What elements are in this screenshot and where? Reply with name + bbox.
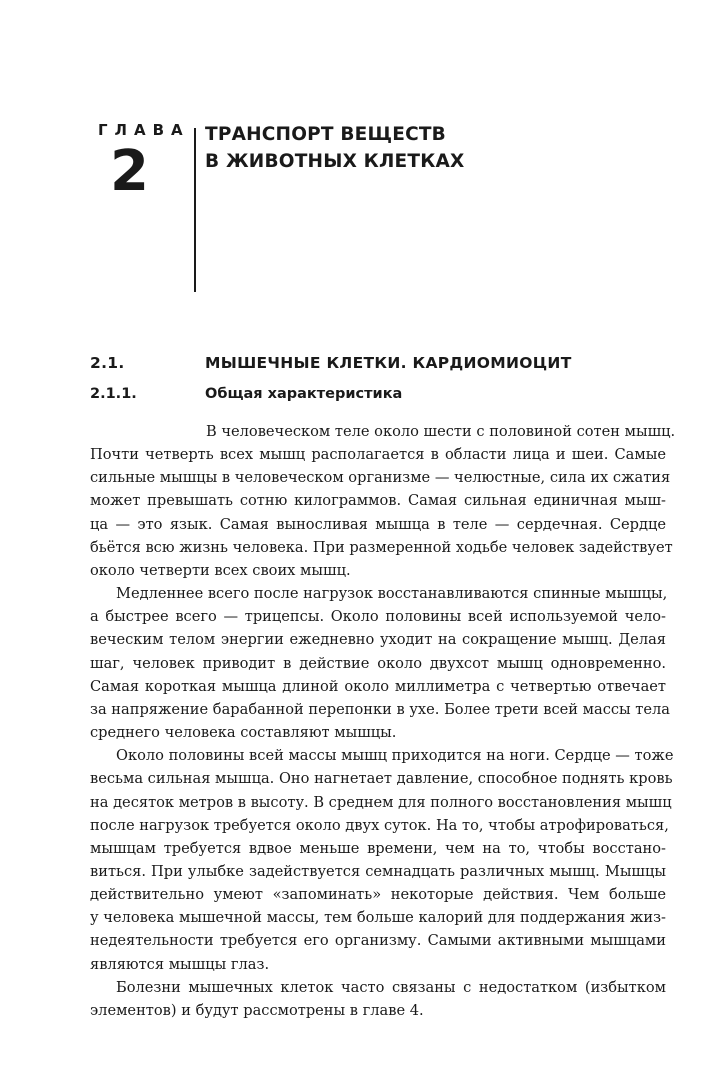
text-line: Медленнее всего после нагрузок восстанавливаются спинные мышцы,: [116, 585, 668, 603]
text-line: элементов) и будут рассмотрены в главе 4.: [90, 1001, 424, 1019]
text-line: у человека мышечной массы, тем больше калорий для поддержания жиз-: [90, 909, 666, 927]
text-line: веческим телом энергии ежедневно уходит на сокращение мышц. Делая: [90, 631, 666, 649]
chapter-number: 2: [110, 139, 149, 204]
text-line: мышцам требуется вдвое меньше времени, чем на то, чтобы восстано-: [90, 839, 666, 857]
chapter-label: ГЛАВА: [98, 121, 190, 139]
section-number: 2.1.: [90, 354, 125, 372]
subsection-number: 2.1.1.: [90, 386, 137, 402]
paragraph: [90, 420, 676, 582]
text-line: действительно умеют «запоминать» некоторые действия. Чем больше: [90, 886, 666, 904]
text-line: В человеческом теле около шести с половиной сотен мышц.: [206, 423, 676, 440]
text-line: около четверти всех своих мышц.: [90, 561, 351, 579]
paragraph: [90, 976, 666, 1022]
text-line: может превышать сотню килограммов. Самая сильная единичная мыш-: [90, 492, 666, 510]
text-line: недеятельности требуется его организму. Самыми активными мышцами: [90, 932, 666, 950]
paragraph: [90, 744, 674, 976]
text-line: после нагрузок требуется около двух суток. На то, чтобы атрофироваться,: [90, 816, 669, 834]
text-line: являются мышцы глаз.: [90, 955, 270, 973]
text-line: на десяток метров в высоту. В среднем для полного восстановления мышц: [90, 793, 672, 811]
subsection-title: Общая характеристика: [205, 386, 403, 402]
text-line: а быстрее всего — трицепсы. Около половины всей используемой чело-: [90, 608, 666, 626]
text-line: сильные мышцы в человеческом организме — челюстные, сила их сжатия: [90, 469, 671, 487]
text-line: Почти четверть всех мышц располагается в области лица и шеи. Самые: [90, 446, 666, 464]
text-line: весьма сильная мышца. Оно нагнетает давление, способное поднять кровь: [90, 770, 673, 788]
chapter-title: ТРАНСПОРТ ВЕЩЕСТВ В ЖИВОТНЫХ КЛЕТКАХ: [205, 124, 465, 172]
text-line: виться. При улыбке задействуется семнадцать различных мышц. Мышцы: [90, 862, 666, 880]
text-line: за напряжение барабанной перепонки в ухе. Более трети всей массы тела: [90, 700, 670, 718]
text-line: ца — это язык. Самая выносливая мышца в теле — сердечная. Сердце: [90, 515, 666, 533]
section-title: МЫШЕЧНЫЕ КЛЕТКИ. КАРДИОМИОЦИТ: [205, 354, 572, 372]
text-line: шаг, человек приводит в действие около двухсот мышц одновременно.: [90, 654, 666, 672]
text-line: Самая короткая мышца длиной около миллиметра с четвертью отвечает: [90, 677, 666, 695]
text-line: Болезни мышечных клеток часто связаны с недостатком (избытком: [116, 978, 666, 996]
text-line: Около половины всей массы мышц приходится на ноги. Сердце — тоже: [116, 747, 674, 765]
paragraph: [90, 582, 670, 744]
text-line: среднего человека составляют мышцы.: [90, 724, 397, 742]
body-text: [90, 420, 676, 1022]
text-line: бьётся всю жизнь человека. При размеренной ходьбе человек задействует: [90, 538, 673, 556]
chapter-divider: [194, 128, 196, 292]
